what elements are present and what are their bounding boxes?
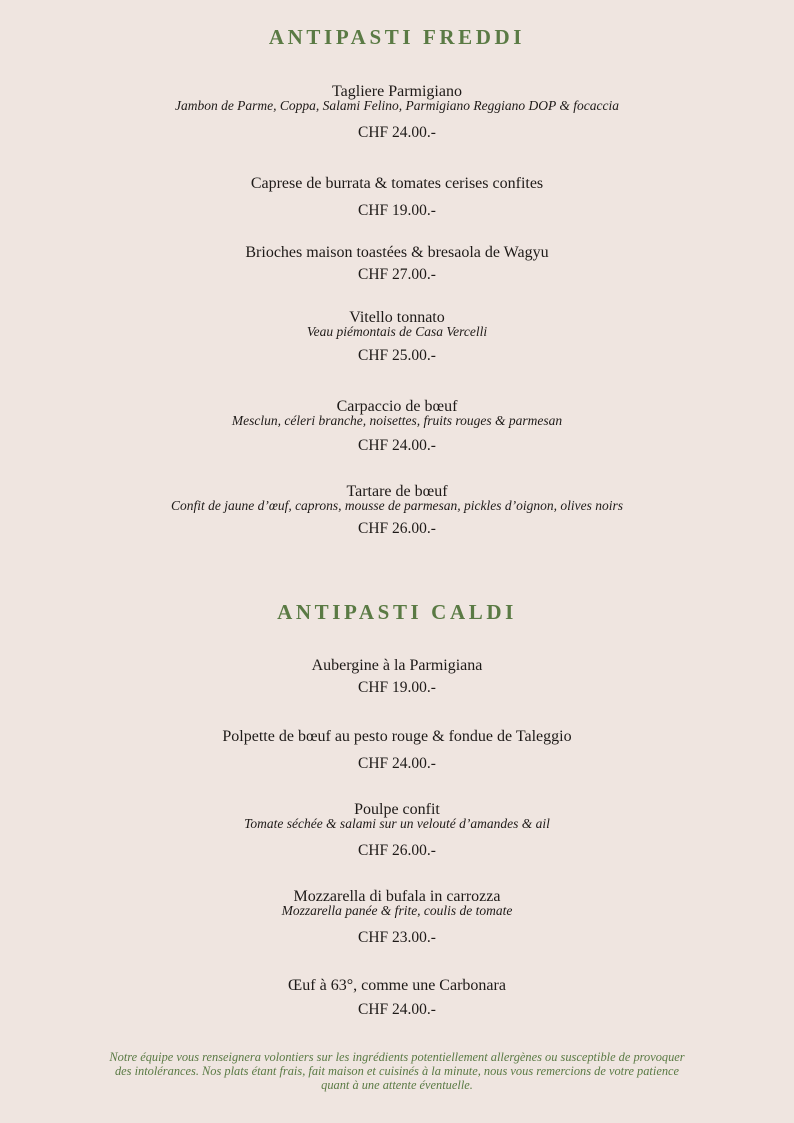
dish-price: CHF 24.00.- — [358, 755, 436, 772]
dish-price: CHF 24.00.- — [358, 437, 436, 454]
dish-name: Polpette de bœuf au pesto rouge & fondue de Taleggio — [222, 728, 572, 745]
dish-description: Confit de jaune d’œuf, caprons, mousse de parmesan, pickles d’oignon, olives noirs — [170, 498, 624, 513]
section-title-antipasti-freddi: ANTIPASTI FREDDI — [268, 25, 526, 49]
dish-name: Mozzarella di bufala in carrozza — [293, 888, 501, 905]
dish-name: Vitello tonnato — [349, 309, 445, 326]
dish-price: CHF 24.00.- — [358, 1001, 436, 1018]
section-title-antipasti-caldi: ANTIPASTI CALDI — [277, 600, 517, 624]
dish-name: Œuf à 63°, comme une Carbonara — [288, 977, 506, 994]
dish-description: Tomate séchée & salami sur un velouté d’amandes & ail — [244, 816, 550, 831]
dish-name: Aubergine à la Parmigiana — [311, 657, 483, 674]
dish-name: Poulpe confit — [354, 801, 440, 818]
dish-price: CHF 26.00.- — [358, 842, 436, 859]
dish-name: Caprese de burrata & tomates cerises confites — [250, 175, 544, 192]
allergen-notice-line-2: des intolérances. Nos plats étant frais, fait maison et cuisinés à la minute, nous vous remercions de votre patience — [114, 1064, 680, 1078]
dish-description: Mozzarella panée & frite, coulis de tomate — [281, 903, 513, 918]
dish-description: Veau piémontais de Casa Vercelli — [306, 324, 488, 339]
dish-price: CHF 23.00.- — [358, 929, 436, 946]
dish-price: CHF 19.00.- — [358, 679, 436, 696]
dish-name: Tartare de bœuf — [346, 483, 448, 500]
dish-name: Tagliere Parmigiano — [332, 83, 462, 100]
dish-price: CHF 19.00.- — [358, 202, 436, 219]
dish-price: CHF 24.00.- — [358, 124, 436, 141]
allergen-notice-line-1: Notre équipe vous renseignera volontiers sur les ingrédients potentiellement allergènes ou susceptible de provoquer — [109, 1050, 685, 1064]
dish-price: CHF 25.00.- — [358, 347, 436, 364]
allergen-notice-line-3: quant à une attente éventuelle. — [321, 1078, 473, 1092]
dish-description: Jambon de Parme, Coppa, Salami Felino, Parmigiano Reggiano DOP & focaccia — [174, 98, 620, 113]
dish-description: Mesclun, céleri branche, noisettes, fruits rouges & parmesan — [231, 413, 563, 428]
dish-price: CHF 26.00.- — [358, 520, 436, 537]
allergen-notice — [0, 1050, 794, 1092]
dish-price: CHF 27.00.- — [358, 266, 436, 283]
dish-name: Brioches maison toastées & bresaola de Wagyu — [245, 244, 549, 261]
dish-name: Carpaccio de bœuf — [336, 398, 458, 415]
